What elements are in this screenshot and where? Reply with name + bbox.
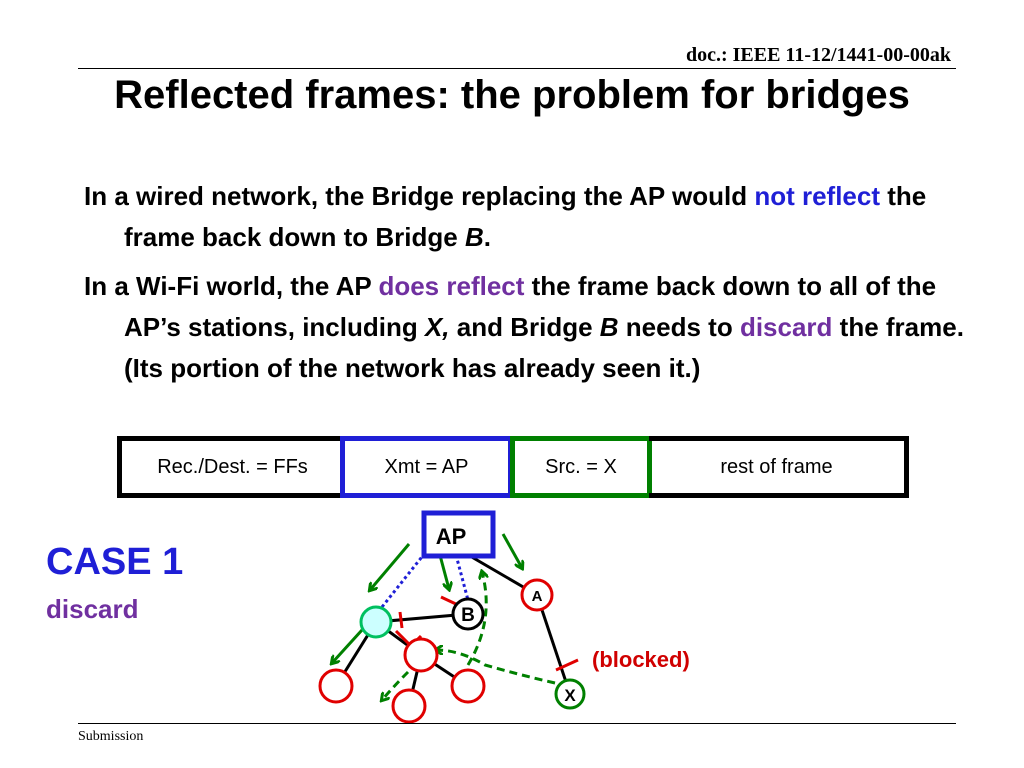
frame-field-source: Src. = X — [510, 436, 652, 498]
slide-title: Reflected frames: the problem for bridges — [114, 73, 910, 117]
node-b-label: B — [461, 605, 475, 626]
p2-text-2: the frame back down to all of the AP’s stations, including — [124, 271, 937, 342]
arrow-ap-to-cyan — [370, 544, 409, 590]
p2-text-1: In a Wi-Fi world, the AP — [84, 271, 379, 301]
node-mid — [405, 639, 437, 671]
p2-does-reflect: does reflect — [378, 271, 525, 301]
arrow-ap-to-a — [503, 534, 522, 568]
case-sublabel: discard — [46, 594, 139, 624]
arrow-cyan-to-left — [332, 630, 362, 663]
p2-station-x: X, — [424, 312, 450, 342]
p1-text-1: In a wired network, the Bridge replacing the AP would — [84, 181, 755, 211]
p1-text-3: . — [483, 222, 491, 252]
node-left — [320, 670, 352, 702]
frame-field-rest: rest of frame — [649, 436, 909, 498]
block-tick-1 — [400, 612, 402, 628]
p2-text-4: needs to — [618, 312, 740, 342]
blocked-label: (blocked) — [592, 647, 690, 672]
p2-bridge-b: B — [599, 312, 619, 342]
p2-text-3: and Bridge — [449, 312, 600, 342]
frame-field-transmitter: Xmt = AP — [340, 436, 513, 498]
p1-bridge-b: B — [464, 222, 484, 252]
footer-rule — [78, 723, 956, 724]
node-x-label: X — [564, 686, 576, 705]
document-id: doc.: IEEE 11-12/1441-00-00ak — [685, 44, 951, 66]
footer-submission: Submission — [78, 729, 144, 744]
node-bottom — [393, 690, 425, 722]
node-a-label: A — [531, 588, 543, 605]
p2-text-5: the frame. (Its portion of the network has already seen it.) — [124, 312, 964, 383]
node-cyan-station — [361, 607, 391, 637]
frame-field-receiver: Rec./Dest. = FFs — [117, 436, 343, 498]
wireless-ap-cyan — [378, 553, 425, 612]
p1-text-2: the frame back down to Bridge — [124, 181, 927, 252]
node-right — [452, 670, 484, 702]
ap-node-label: AP — [435, 524, 467, 549]
case-label: CASE 1 — [46, 541, 184, 583]
wireless-ap-b — [456, 555, 468, 600]
p1-not-reflect: not reflect — [754, 181, 881, 211]
p2-discard: discard — [739, 312, 833, 342]
